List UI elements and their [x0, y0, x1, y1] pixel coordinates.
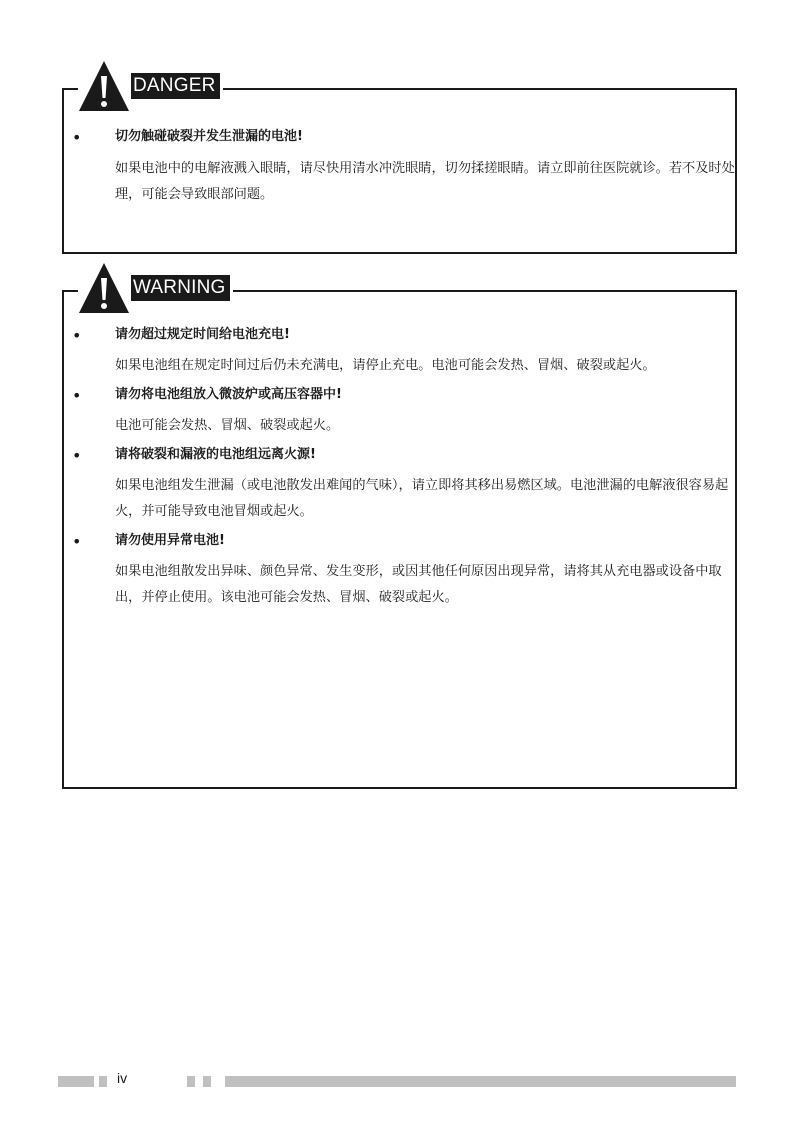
list-item [72, 531, 732, 611]
item-body: 电池可能会发热、冒烟、破裂或起火。 [115, 418, 340, 433]
item-title: 请勿使用异常电池! [115, 533, 225, 548]
bullet: • [72, 128, 82, 147]
warning-triangle-icon [78, 60, 130, 112]
bullet: • [72, 446, 82, 465]
item-title: 请勿将电池组放入微波炉或高压容器中! [115, 387, 342, 402]
warning-triangle-icon [78, 262, 130, 314]
item-title: 请将破裂和漏液的电池组远离火源! [115, 447, 316, 462]
list-item [72, 445, 732, 525]
list-item [72, 385, 732, 439]
footer-bar-segment [187, 1076, 195, 1087]
warning-label: WARNING [131, 275, 230, 301]
page-footer [0, 1070, 797, 1094]
footer-bar-segment [99, 1076, 107, 1087]
footer-bar-segment [203, 1076, 211, 1087]
item-title: 请勿超过规定时间给电池充电! [115, 327, 290, 342]
bullet: • [72, 326, 82, 345]
item-title: 切勿触碰破裂并发生泄漏的电池! [115, 129, 303, 144]
warning-items [72, 325, 732, 617]
list-item [72, 127, 735, 208]
danger-items [72, 127, 735, 210]
bullet: • [72, 532, 82, 551]
footer-bar-segment [58, 1076, 94, 1087]
danger-label: DANGER [131, 73, 220, 99]
item-body: 如果电池中的电解液溅入眼睛，请尽快用清水冲洗眼睛，切勿揉搓眼睛。请立即前往医院就诊。若不及时处理，可能会导致眼部问题。 [115, 161, 735, 202]
item-body: 如果电池组在规定时间过后仍未充满电，请停止充电。电池可能会发热、冒烟、破裂或起火。 [115, 358, 656, 373]
item-body: 如果电池组散发出异味、颜色异常、发生变形，或因其他任何原因出现异常，请将其从充电器或设备中取出，并停止使用。该电池可能会发热、冒烟、破裂或起火。 [115, 564, 722, 605]
page-number: iv [117, 1070, 128, 1086]
danger-header [78, 60, 223, 112]
bullet: • [72, 386, 82, 405]
footer-bar-long [225, 1076, 736, 1087]
warning-header [78, 262, 233, 314]
list-item [72, 325, 732, 379]
item-body: 如果电池组发生泄漏（或电池散发出难闻的气味），请立即将其移出易燃区域。电池泄漏的电解液很容易起火，并可能导致电池冒烟或起火。 [115, 478, 729, 519]
